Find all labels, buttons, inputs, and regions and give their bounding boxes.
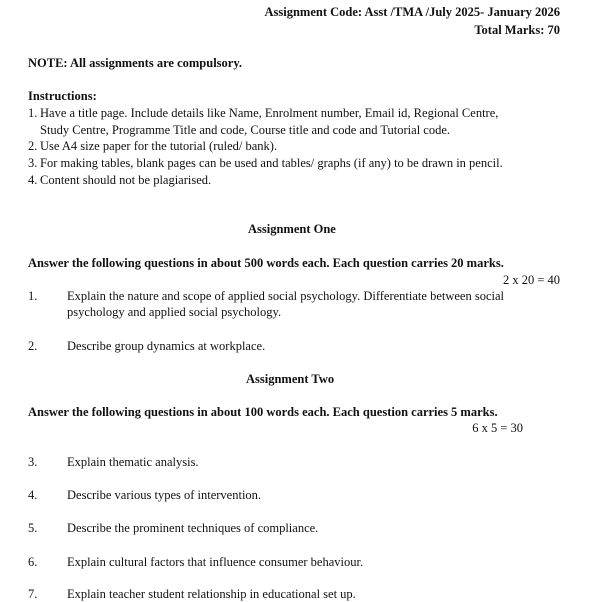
assignment-one-directions: Answer the following questions in about 500 words each. Each question carries 20 marks.	[28, 256, 504, 270]
instruction-text: Content should not be plagiarised.	[40, 173, 212, 187]
question-text: psychology and applied social psychology.	[67, 305, 282, 319]
question-number: 4.	[28, 488, 38, 502]
question-text: Explain thematic analysis.	[67, 455, 199, 469]
question-number: 6.	[28, 555, 38, 569]
assignment-one-title: Assignment One	[248, 222, 336, 236]
instruction-text: For making tables, blank pages can be used and tables/ graphs (if any) to be drawn in pencil.	[40, 156, 503, 170]
question-text: Describe the prominent techniques of compliance.	[67, 521, 319, 535]
question-text: Explain teacher student relationship in educational set up.	[67, 587, 356, 601]
question-number: 7.	[28, 587, 38, 601]
instruction-number: 1.	[28, 106, 38, 120]
question-number: 3.	[28, 455, 38, 469]
question-text: Describe various types of intervention.	[67, 488, 262, 502]
question-text: Describe group dynamics at workplace.	[67, 339, 266, 353]
assignment-two-title: Assignment Two	[246, 372, 335, 386]
question-number: 5.	[28, 521, 38, 535]
assignment-one-marks: 2 x 20 = 40	[502, 273, 560, 287]
total-marks: Total Marks: 70	[474, 23, 560, 37]
note: NOTE: All assignments are compulsory.	[28, 56, 243, 70]
question-text: Explain the nature and scope of applied social psychology. Differentiate between social	[67, 289, 504, 303]
instruction-number: 2.	[28, 139, 38, 153]
instruction-number: 4.	[28, 173, 38, 187]
instruction-text: Have a title page. Include details like Name, Enrolment number, Email id, Regional Centre,	[40, 106, 499, 120]
question-number: 2.	[28, 339, 38, 353]
instruction-text: Study Centre, Programme Title and code, Course title and code and Tutorial code.	[40, 123, 451, 137]
instruction-number: 3.	[28, 156, 38, 170]
question-number: 1.	[28, 289, 38, 303]
instructions-heading: Instructions:	[28, 89, 97, 103]
assignment-two-marks: 6 x 5 = 30	[472, 421, 523, 435]
question-text: Explain cultural factors that influence consumer behaviour.	[67, 555, 364, 569]
assignment-code: Assignment Code: Asst /TMA /July 2025- January 2026	[264, 5, 560, 19]
instruction-text: Use A4 size paper for the tutorial (ruled/ bank).	[40, 139, 278, 153]
assignment-two-directions: Answer the following questions in about 100 words each. Each question carries 5 marks.	[28, 405, 498, 419]
